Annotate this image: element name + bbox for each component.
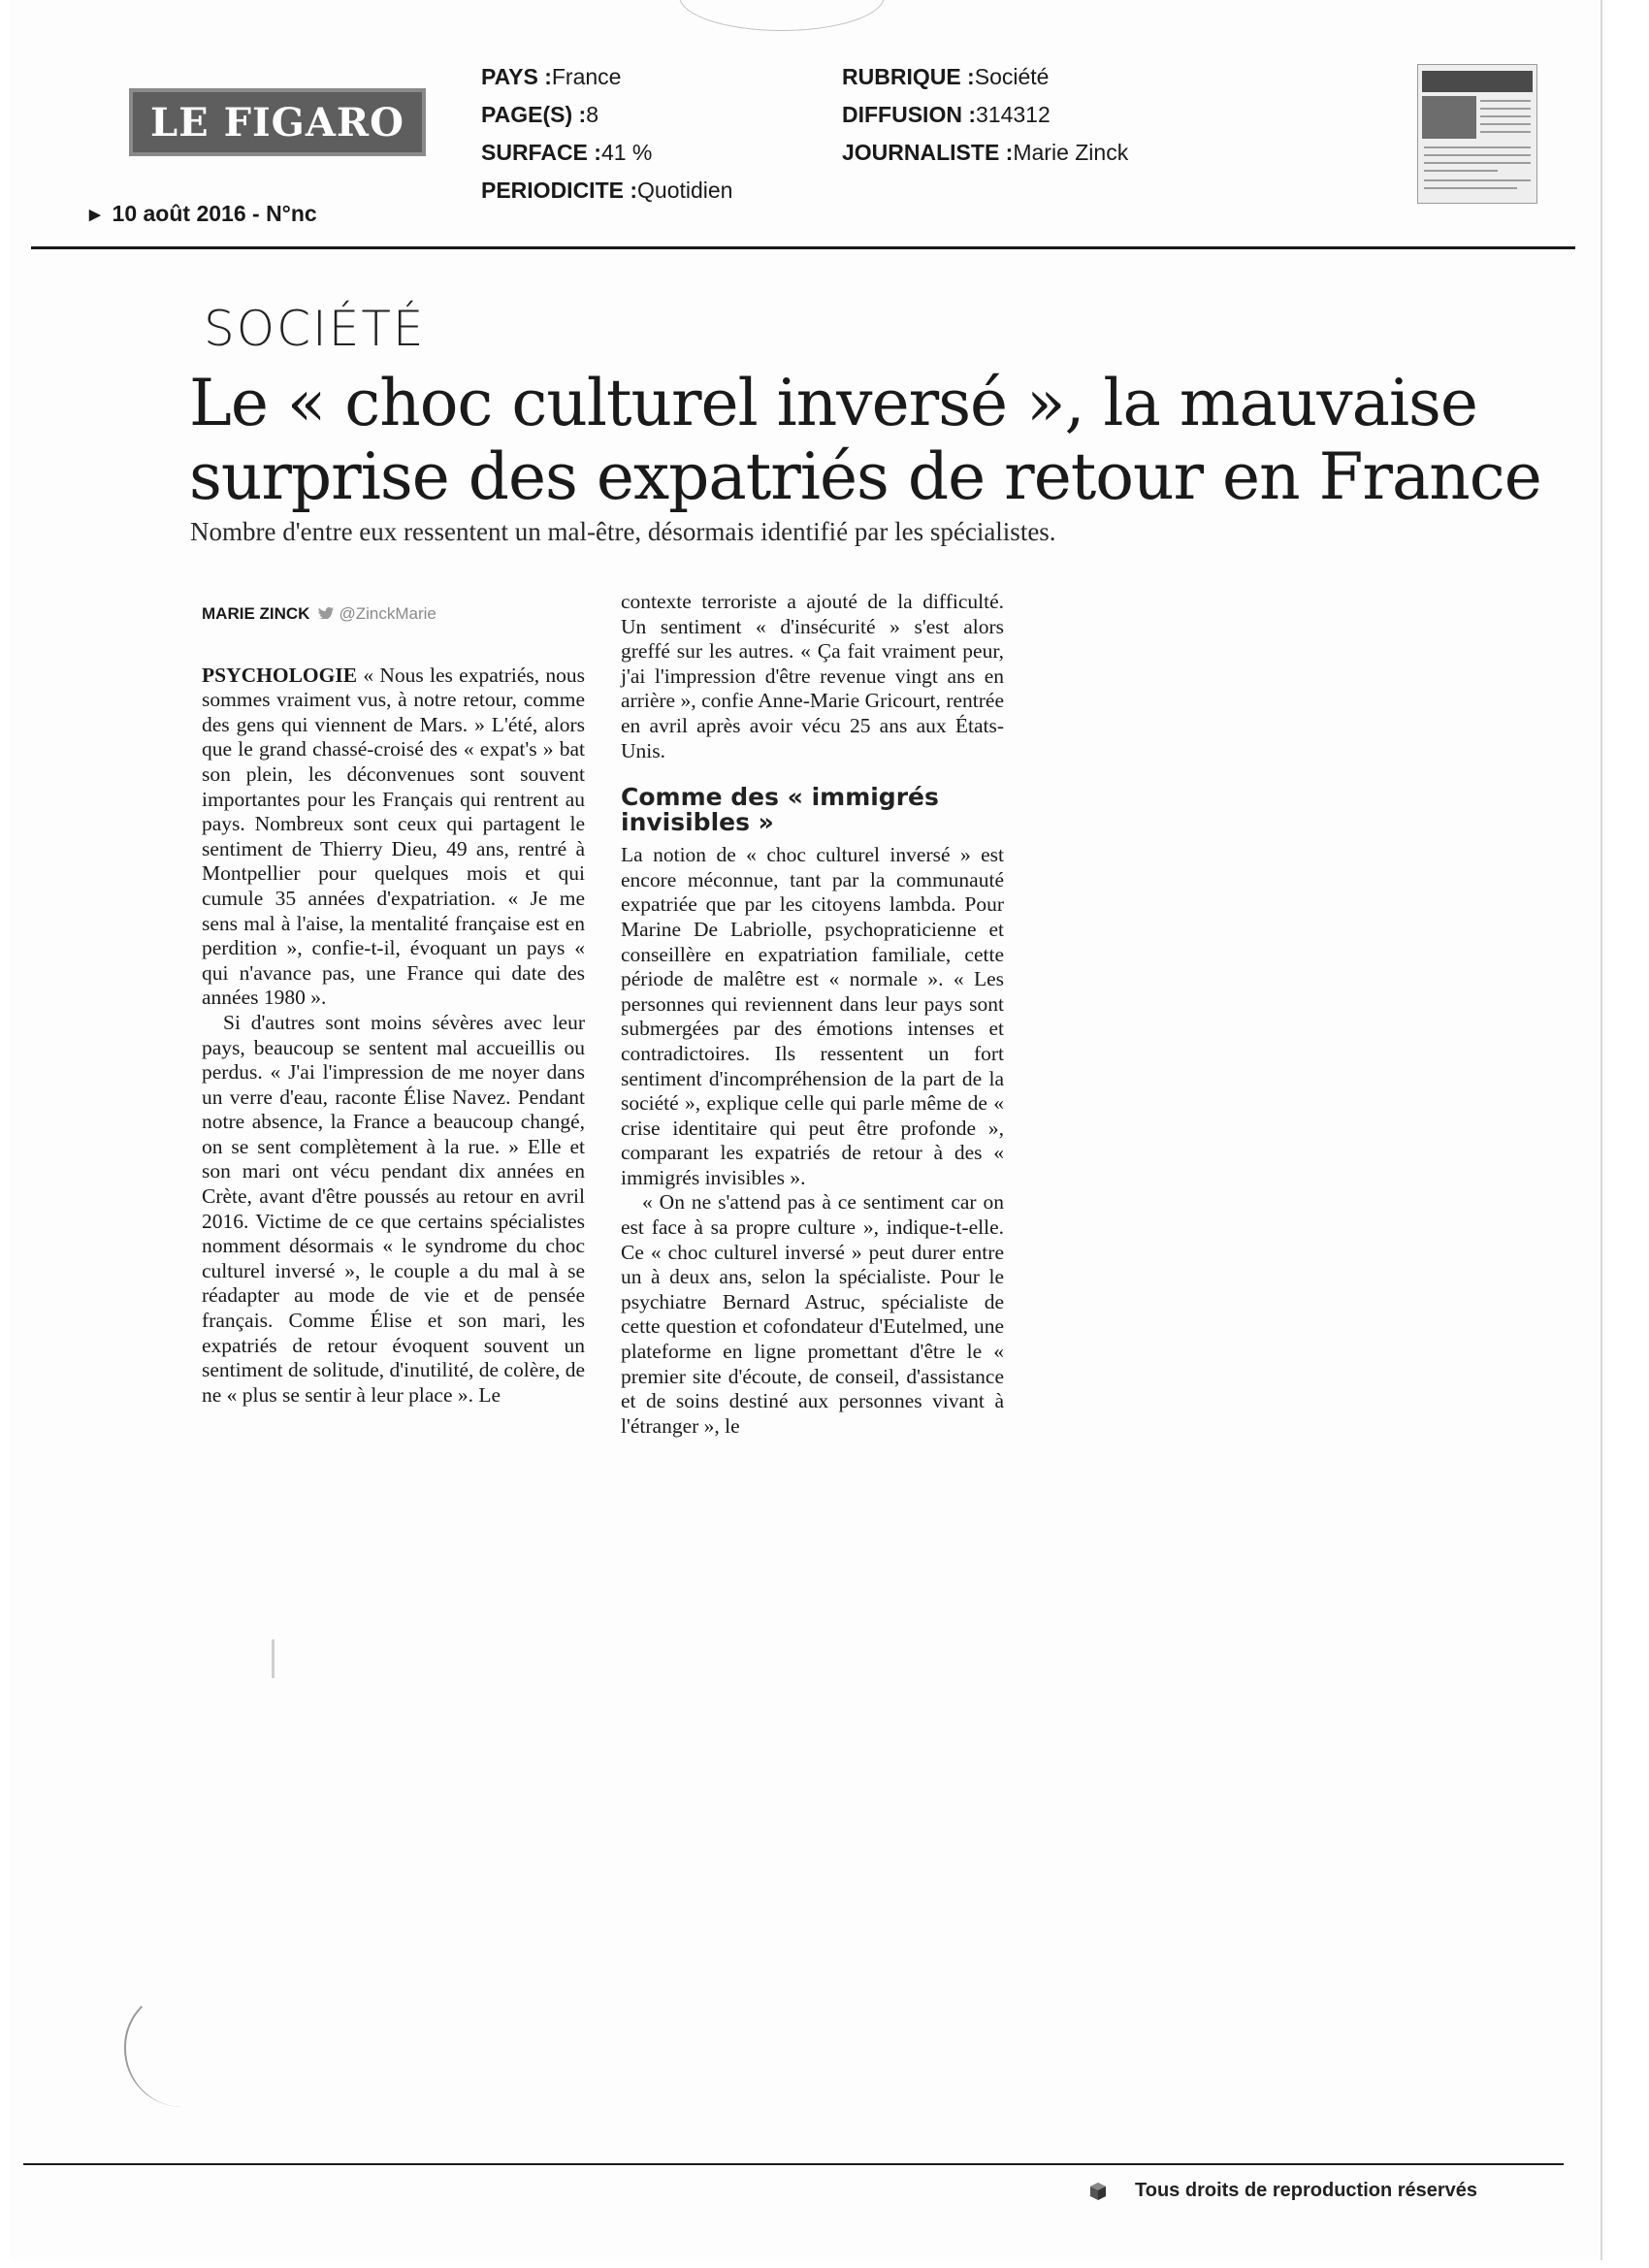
article-headline: [189, 366, 1541, 514]
le-figaro-logo: LE FIGARO: [129, 88, 426, 156]
article-deck: Nombre d'entre eux ressentent un mal-être, désormais identifié par les spécialistes.: [190, 517, 1056, 546]
meta-rubric: RUBRIQUE :Société: [842, 64, 1050, 89]
meta-periodicity: PERIODICITE :Quotidien: [481, 178, 733, 203]
headline-line-1: Le « choc culturel inversé », la mauvaise: [189, 366, 1477, 440]
article-paragraph: [202, 664, 585, 1011]
article-column-2: [621, 590, 1004, 1439]
scan-artifact-mark: [272, 1639, 275, 1678]
meta-surface: SURFACE :41 %: [481, 140, 653, 165]
author-handle: @ZinckMarie: [339, 604, 436, 623]
arrow-right-icon: ▶: [89, 207, 101, 223]
rights-text: Tous droits de reproduction réservés: [1135, 2180, 1478, 2201]
article-paragraph: La notion de « choc culturel inversé » est encore méconnue, tant par la communauté expatriée que par les citoyens lambda. Pour Marine De Labriolle, psychopraticienne et conseillère en expatriation familiale, cette période de malêtre est « normale ». « Les personnes qui reviennent dans leur pays sont submergées par des émotions intenses et contradictoires. Ils ressentent un fort sentiment d'incompréhension de la part de la société », explique celle qui parle même de « crise identitaire qui peut être profonde », comparant les expatriés de retour à des « immigrés invisibles ».: [621, 843, 1004, 1189]
paragraph-text: « Nous les expatriés, nous sommes vraiment vus, à notre retour, comme des gens qui viennent de Mars. » L'été, alors que le grand chassé-croisé des « expat's » bat son plein, les déconvenues sont souvent importantes pour les Français qui rentrent au pays. Nombreux sont ceux qui partagent le sentiment de Thierry Dieu, 49 ans, rentré à Montpellier pour quelques mois et qui cumule 35 années d'expatriation. « Je me sens mal à l'aise, la mentalité française est en perdition », confie-t-il, évoquant un pays « qui n'avance pas, une France qui date des années 1980 ».: [202, 663, 586, 1010]
byline: [202, 601, 585, 627]
meta-pages: PAGE(S) :8: [481, 102, 598, 127]
footer-rights: [1088, 2180, 1477, 2202]
article-subhead: Comme des « immigrés invisibles »: [621, 783, 939, 837]
article-column-1: [202, 582, 585, 1408]
section-rubric: SOCIÉTÉ: [204, 301, 426, 357]
article-paragraph: contexte terroriste a ajouté de la difficulté. Un sentiment « d'insécurité » s'est alors greffé sur les autres. « Ça fait vraiment peur, j'ai l'impression d'être revenue vingt ans en arrière », confie Anne-Marie Gricourt, rentrée en avril après avoir vécu 25 ans aux États-Unis.: [621, 590, 1004, 762]
article-paragraph: « On ne s'attend pas à ce sentiment car on est face à sa propre culture », indique-t-elle. Ce « choc culturel inversé » peut durer entre un à deux ans, selon la spécialiste. Pour le psychiatre Bernard Astruc, spécialiste de cette question et cofondateur d'Eutelmed, une plateforme en ligne promettant d'être le « premier site d'écoute, de conseil, d'assistance et de soins destiné aux personnes vivant à l'étranger », le: [621, 1190, 1004, 1438]
meta-diffusion: DIFFUSION :314312: [842, 102, 1051, 127]
issue-date: [89, 201, 317, 227]
header-divider: [31, 246, 1575, 249]
cube-icon: [1088, 2182, 1108, 2201]
meta-country: PAYS :France: [481, 64, 622, 89]
press-meta-left: [481, 58, 732, 210]
twitter-icon: [317, 607, 335, 619]
meta-journalist: JOURNALISTE :Marie Zinck: [842, 140, 1129, 165]
headline-line-2: surprise des expatriés de retour en France: [189, 439, 1541, 514]
footer-divider: [23, 2163, 1564, 2165]
lead-word: PSYCHOLOGIE: [202, 663, 358, 687]
article-paragraph: Si d'autres sont moins sévères avec leur pays, beaucoup se sentent mal accueillis ou perdus. « J'ai l'impression de me noyer dans un verre d'eau, raconte Élise Navez. Pendant notre absence, la France a beaucoup changé, on se sent complètement à la rue. » Elle et son mari ont vécu pendant dix années en Crète, avant d'être poussés au retour en avril 2016. Victime de ce que certains spécialistes nomment désormais « le syndrome du choc culturel inversé », le couple a du mal à se réadapter au mode de vie et de pensée français. Comme Élise et son mari, les expatriés de retour évoquent souvent un sentiment de solitude, d'inutilité, de colère, de ne « plus se sentir à leur place ». Le: [202, 1010, 585, 1407]
author-name: MARIE ZINCK: [202, 604, 310, 623]
page-thumbnail: [1417, 64, 1537, 204]
issue-date-text: 10 août 2016 - N°nc: [112, 201, 317, 226]
press-meta-right: [842, 58, 1128, 172]
